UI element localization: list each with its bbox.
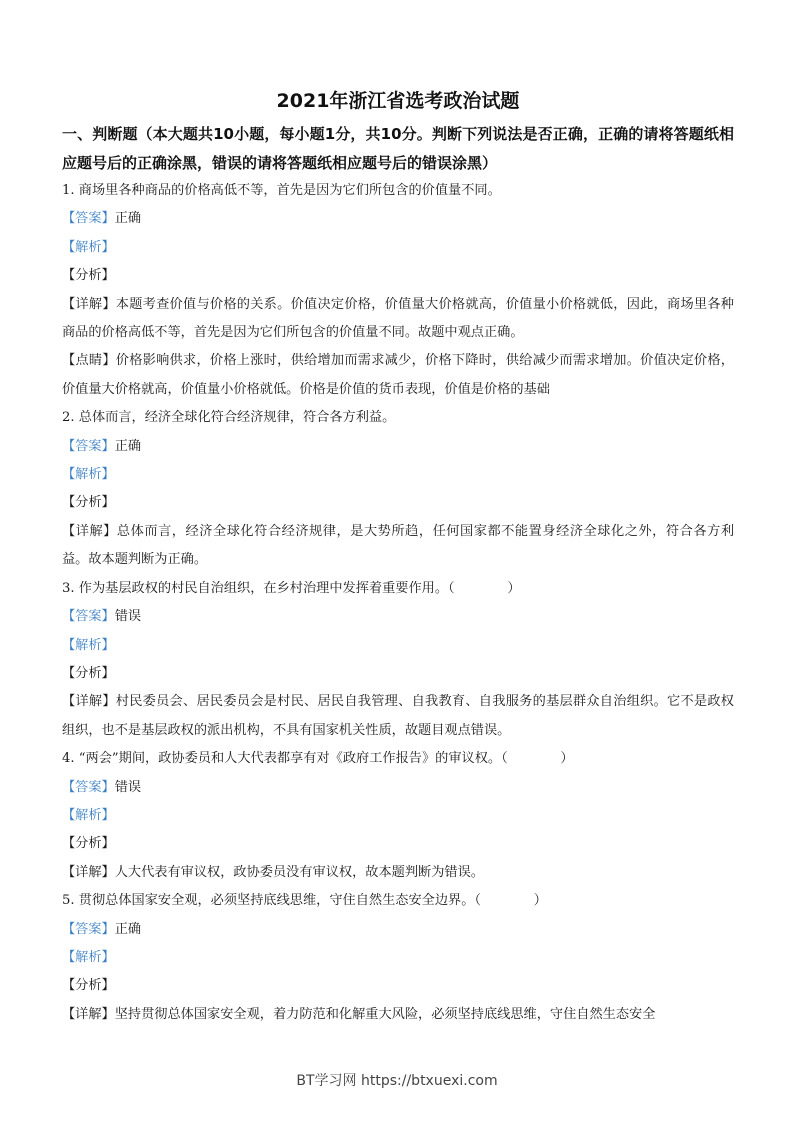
answer-label: 【答案】 [62, 211, 115, 227]
fenxi-line [62, 489, 734, 517]
detail-paragraph [62, 1001, 734, 1029]
document-page [62, 88, 734, 1029]
question-stem: 3. 作为基层政权的村民自治组织，在乡村治理中发挥着重要作用。（ ） [62, 580, 521, 596]
section-heading: 一、判断题（本大题共10小题，每小题1分，共10分。判断下列说法是否正确，正确的请将答题纸相应题号后的正确涂黑，错误的请将答题纸相应题号后的错误涂黑） [62, 125, 734, 172]
fenxi-label: 【分析】 [62, 665, 115, 681]
analysis-label: 【解析】 [62, 637, 115, 653]
analysis-line [62, 802, 734, 830]
answer-value: 错误 [114, 779, 142, 795]
answer-label: 【答案】 [62, 609, 115, 625]
answer-line [62, 603, 734, 631]
detail-paragraph [62, 291, 734, 348]
answer-label: 【答案】 [62, 921, 115, 937]
fenxi-label: 【分析】 [62, 268, 115, 284]
page-title: 2021年浙江省选考政治试题 [276, 90, 520, 112]
answer-line [62, 774, 734, 802]
answer-label: 【答案】 [62, 779, 115, 795]
answer-label: 【答案】 [62, 438, 115, 454]
answer-value: 错误 [114, 609, 142, 625]
question-stem: 1. 商场里各种商品的价格高低不等，首先是因为它们所包含的价值量不同。 [62, 183, 501, 198]
fenxi-label: 【分析】 [62, 978, 115, 994]
question-stem: 4. “两会”期间，政协委员和人大代表都享有对《政府工作报告》的审议权。（ ） [62, 751, 574, 767]
detail-text: 村民委员会、居民委员会是村民、居民自我管理、自我教育、自我服务的基层群众自治组织。它不是政权组织，也不是基层政权的派出机构，不具有国家机关性质，故题目观点错误。 [62, 694, 734, 738]
detail-text: 本题考查价值与价格的关系。价值决定价格，价值量大价格就高，价值量小价格就低，因此，商场里各种商品的价格高低不等，首先是因为它们所包含的价值量不同。故题中观点正确。 [62, 296, 734, 341]
dianjing-label: 【点睛】 [62, 353, 116, 369]
analysis-label: 【解析】 [62, 239, 115, 255]
analysis-line [62, 234, 734, 262]
fenxi-label: 【分析】 [62, 836, 115, 852]
detail-paragraph [62, 688, 734, 745]
analysis-label: 【解析】 [62, 949, 115, 965]
answer-value: 正确 [114, 211, 142, 227]
detail-text: 总体而言，经济全球化符合经济规律，是大势所趋，任何国家都不能置身经济全球化之外，符合各方利益。故本题判断为正确。 [62, 523, 735, 568]
answer-value: 正确 [114, 921, 142, 937]
fenxi-line [62, 972, 734, 1000]
analysis-line [62, 632, 734, 660]
answer-value: 正确 [114, 438, 142, 454]
answer-line [62, 916, 734, 944]
detail-text: 人大代表有审议权，政协委员没有审议权，故本题判断为错误。 [114, 864, 484, 880]
detail-label: 【详解】 [62, 523, 117, 539]
footer-watermark: BT学习网 https://btxuexi.com [296, 1073, 498, 1089]
detail-paragraph [62, 518, 734, 575]
answer-line [62, 205, 734, 233]
dianjing-paragraph [62, 347, 734, 404]
analysis-label: 【解析】 [62, 467, 115, 483]
detail-label: 【详解】 [62, 296, 116, 312]
fenxi-line [62, 262, 734, 290]
dianjing-text: 价格影响供求，价格上涨时，供给增加而需求减少，价格下降时，供给减少而需求增加。价值决定价格，价值量大价格就高，价值量小价格就低。价格是价值的货币表现，价值是价格的基础 [62, 353, 734, 397]
question-stem: 2. 总体而言，经济全球化符合经济规律，符合各方利益。 [62, 410, 396, 426]
fenxi-line [62, 660, 734, 688]
analysis-line [62, 944, 734, 972]
detail-label: 【详解】 [62, 1006, 115, 1022]
detail-text: 坚持贯彻总体国家安全观，着力防范和化解重大风险，必须坚持底线思维，守住自然生态安全 [114, 1006, 656, 1022]
detail-label: 【详解】 [62, 694, 116, 710]
question-stem: 5. 贯彻总体国家安全观，必须坚持底线思维，守住自然生态安全边界。（ ） [62, 893, 547, 909]
analysis-line [62, 461, 734, 489]
fenxi-label: 【分析】 [62, 495, 115, 511]
analysis-label: 【解析】 [62, 807, 115, 823]
detail-label: 【详解】 [62, 864, 115, 880]
fenxi-line [62, 830, 734, 858]
detail-paragraph [62, 859, 734, 887]
answer-line [62, 433, 734, 461]
